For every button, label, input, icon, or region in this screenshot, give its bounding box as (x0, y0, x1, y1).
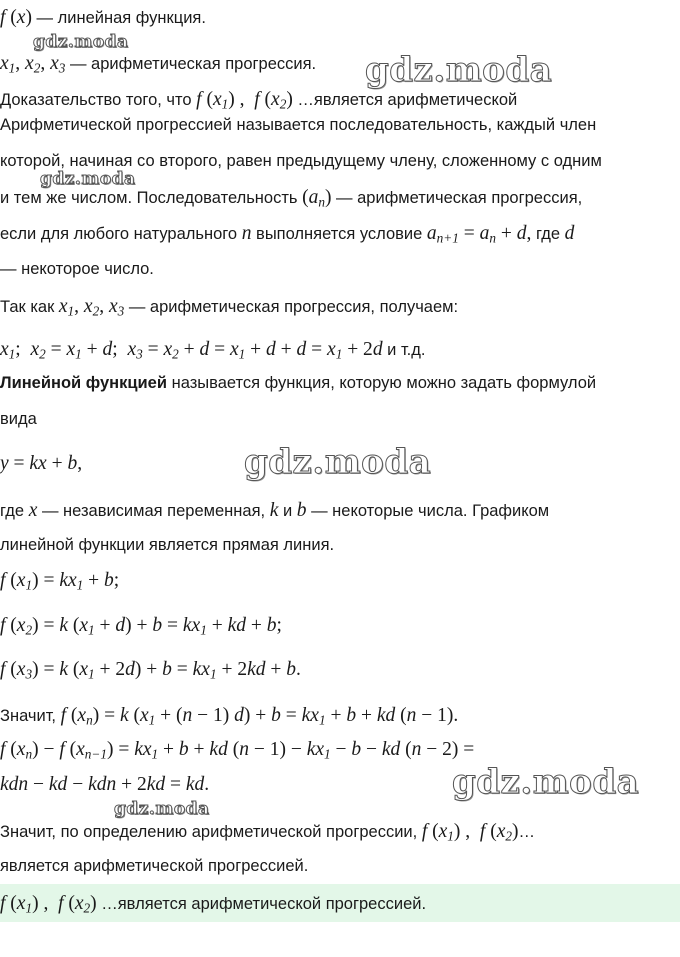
math-formula: kdn − kd − kdn + 2kd = kd. (0, 774, 210, 795)
text: называется функция, которую можно задать формулой (171, 374, 597, 392)
math-formula: $x_1$, $x_2$, $x_3$ (58, 296, 125, 319)
math-formula: $a_{n+1} = a_n + d$, (426, 223, 532, 246)
statement-line (0, 88, 517, 112)
text: Значит, по определению арифметической прогрессии, (0, 823, 418, 841)
text: где (535, 225, 561, 243)
math-formula: f $(x_n) = k$ $(x_1 + (n - 1) d) + b = kx_1 + b$ + kd (n − 1). (60, 705, 459, 728)
conclusion-line (0, 820, 535, 844)
formula-line (0, 704, 458, 728)
text: — арифметическая прогрессия, (336, 189, 583, 207)
text-line (0, 499, 549, 522)
math-formula: f $(x_n) - f$ $(x_{n-1}) = kx_1 + b$ + kd $(n - 1) - kx_1 - b$ − kd (n − 2) = (0, 739, 475, 762)
text: и (282, 502, 293, 520)
watermark: gdz.moda (244, 442, 432, 482)
text: — арифметическая прогрессия, получаем: (128, 298, 459, 316)
watermark: gdz.moda (40, 169, 136, 189)
math-formula: f $(x_1)$ , f $(x_2)$ (196, 89, 293, 112)
formula-line (0, 658, 301, 682)
text: если для любого натурального (0, 225, 238, 243)
formula-line (0, 738, 474, 762)
text: — арифметическая прогрессия. (69, 55, 317, 73)
formula-line (0, 773, 209, 796)
text: …является арифметической (297, 91, 518, 109)
math-formula: b (296, 500, 307, 521)
definition-line (0, 374, 596, 394)
definition-line: которой, начиная со второго, равен предыдущему члену, сложенному с одним (0, 152, 602, 170)
conclusion-line: является арифметической прогрессией. (0, 857, 309, 875)
math-formula: f $(x_1) = kx_1 + b$; (0, 570, 120, 593)
text: — некоторые числа. Графиком (311, 502, 550, 520)
watermark: gdz.moda (365, 50, 553, 90)
text: … (518, 823, 535, 841)
definition-line: Арифметической прогрессией называется последовательность, каждый член (0, 116, 597, 134)
definition-line (0, 222, 574, 246)
text-line: линейной функции является прямая линия. (0, 536, 335, 554)
answer-text: …является арифметической прогрессией. (101, 895, 427, 913)
definition-line (0, 186, 582, 210)
watermark: gdz.moda (33, 32, 129, 52)
answer-line (0, 892, 426, 916)
text: — независимая переменная, (41, 502, 266, 520)
statement-line (0, 52, 316, 76)
statement-line (0, 6, 206, 29)
text: где (0, 502, 25, 520)
math-formula: k (269, 500, 279, 521)
text: и тем же числом. Последовательность (0, 189, 298, 207)
watermark: gdz.moda (452, 762, 640, 802)
math-formula: $x_1$, $x_2$, $x_3$ (0, 53, 66, 76)
math-formula: y = kx + b, (0, 453, 83, 474)
math-formula: $x_1$; $x_2 = x_1 + d$; $x_3 = x_2 + d = x_1 + d + d = x_1 + 2d$ (0, 339, 383, 362)
formula-line (0, 614, 282, 638)
text-line (0, 295, 458, 319)
math-formula: f $(x_1)$ , f $(x_2)$ (421, 821, 519, 844)
text: Значит, (0, 707, 57, 725)
text: Так как (0, 298, 55, 316)
definition-line: вида (0, 410, 37, 428)
definition-line: — некоторое число. (0, 260, 154, 278)
text: выполняется условие (256, 225, 423, 243)
math-formula: d (564, 223, 575, 244)
formula-line (0, 569, 119, 593)
math-formula: f (x) (0, 7, 32, 28)
text: и т.д. (387, 341, 426, 359)
text: Доказательство того, что (0, 91, 192, 109)
bold-term: Линейной функцией (0, 374, 168, 392)
text: — линейная функция. (36, 9, 206, 27)
math-formula: f $(x_2) = k$ $(x_1 + d) + b = kx_1$ + kd + b; (0, 615, 282, 638)
formula-line (0, 338, 425, 362)
math-formula: f $(x_3) = k$ $(x_1 + 2d) + b = kx_1 + 2kd + b$. (0, 659, 301, 682)
math-formula: n (241, 223, 252, 244)
math-formula: f $(x_1)$ , f $(x_2)$ (0, 893, 97, 916)
math-formula: $(a_n)$ (302, 187, 332, 210)
formula-line (0, 452, 82, 475)
watermark: gdz.moda (114, 799, 210, 819)
math-formula: x (28, 500, 38, 521)
